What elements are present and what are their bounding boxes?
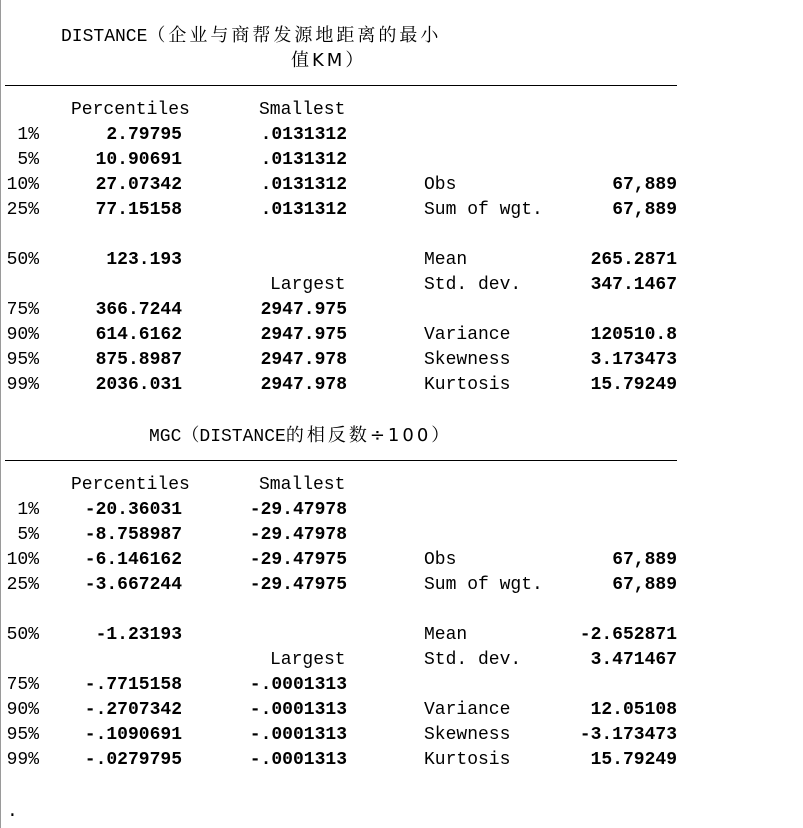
separator-line [5, 460, 677, 461]
pct-label: 50% [6, 625, 39, 645]
pct-label: 95% [6, 725, 39, 745]
stat-value-sum-of-wgt: 67,889 [612, 200, 677, 220]
pct-value: 366.7244 [95, 300, 182, 320]
pct-label: 5% [17, 150, 39, 170]
variable-title [61, 23, 441, 50]
extreme-value: .0131312 [260, 200, 347, 220]
stat-value-kurtosis: 15.79249 [590, 375, 677, 395]
separator-line [5, 85, 677, 86]
extreme-value: .0131312 [260, 175, 347, 195]
pct-value: 2036.031 [95, 375, 182, 395]
pct-value: -6.146162 [84, 550, 182, 570]
extreme-value: -29.47978 [249, 500, 347, 520]
pct-label: 10% [6, 175, 39, 195]
pct-value: -1.23193 [95, 625, 182, 645]
pct-label: 25% [6, 575, 39, 595]
pct-value: 10.90691 [95, 150, 182, 170]
extreme-value: -.0001313 [249, 750, 347, 770]
stat-label-kurtosis: Kurtosis [424, 750, 511, 770]
stat-value-obs: 67,889 [612, 550, 677, 570]
pct-value: -20.36031 [84, 500, 182, 520]
variable-label: 的相反数÷100） [285, 425, 453, 446]
variable-label-continued: 值KM） [291, 50, 367, 71]
pct-value: -.2707342 [84, 700, 182, 720]
extreme-value: -.0001313 [249, 725, 347, 745]
stat-label-std-dev: Std. dev. [424, 650, 522, 670]
extreme-value: .0131312 [260, 125, 347, 145]
stat-label-variance: Variance [424, 700, 511, 720]
extreme-value: 2947.975 [260, 300, 347, 320]
stat-value-mean: 265.2871 [590, 250, 677, 270]
stat-value-std-dev: 347.1467 [590, 275, 677, 295]
pct-label: 95% [6, 350, 39, 370]
variable-name: MGC（DISTANCE [149, 427, 286, 447]
stat-label-kurtosis: Kurtosis [424, 375, 511, 395]
pct-value: 77.15158 [95, 200, 182, 220]
variable-title-continued [291, 48, 366, 75]
command-prompt[interactable]: . [7, 802, 18, 822]
stat-value-std-dev: 3.471467 [590, 650, 677, 670]
stat-label-skewness: Skewness [424, 350, 511, 370]
pct-value: -.1090691 [84, 725, 182, 745]
stat-value-sum-of-wgt: 67,889 [612, 575, 677, 595]
pct-label: 75% [6, 300, 39, 320]
pct-value: -.0279795 [84, 750, 182, 770]
stat-label-mean: Mean [424, 625, 468, 645]
header-smallest: Smallest [259, 475, 346, 495]
stat-label-std-dev: Std. dev. [424, 275, 522, 295]
pct-value: -3.667244 [84, 575, 182, 595]
stat-label-variance: Variance [424, 325, 511, 345]
pct-value: 27.07342 [95, 175, 182, 195]
stat-value-kurtosis: 15.79249 [590, 750, 677, 770]
extreme-value: -.0001313 [249, 700, 347, 720]
stat-value-variance: 120510.8 [590, 325, 677, 345]
stat-label-sum-of-wgt: Sum of wgt. [424, 200, 543, 220]
header-percentiles: Percentiles [71, 100, 190, 120]
stat-value-skewness: -3.173473 [579, 725, 677, 745]
header-percentiles: Percentiles [71, 475, 190, 495]
stat-value-skewness: 3.173473 [590, 350, 677, 370]
variable-name: DISTANCE [61, 27, 148, 47]
stat-label-sum-of-wgt: Sum of wgt. [424, 575, 543, 595]
extreme-value: 2947.978 [260, 350, 347, 370]
stat-label-skewness: Skewness [424, 725, 511, 745]
pct-label: 99% [6, 375, 39, 395]
pct-label: 90% [6, 700, 39, 720]
extreme-value: -29.47975 [249, 575, 347, 595]
pct-label: 1% [17, 500, 39, 520]
pct-value: 614.6162 [95, 325, 182, 345]
extreme-value: 2947.975 [260, 325, 347, 345]
header-largest: Largest [270, 275, 346, 295]
pct-value: 2.79795 [106, 125, 182, 145]
stat-value-obs: 67,889 [612, 175, 677, 195]
stat-label-mean: Mean [424, 250, 468, 270]
pct-value: 875.8987 [95, 350, 182, 370]
pct-value: -8.758987 [84, 525, 182, 545]
pct-label: 50% [6, 250, 39, 270]
extreme-value: -29.47975 [249, 550, 347, 570]
extreme-value: .0131312 [260, 150, 347, 170]
variable-title [149, 423, 452, 450]
pct-label: 1% [17, 125, 39, 145]
stat-value-variance: 12.05108 [590, 700, 677, 720]
stat-label-obs: Obs [424, 175, 457, 195]
pct-label: 75% [6, 675, 39, 695]
header-smallest: Smallest [259, 100, 346, 120]
extreme-value: -.0001313 [249, 675, 347, 695]
pct-label: 25% [6, 200, 39, 220]
stat-label-obs: Obs [424, 550, 457, 570]
pct-label: 90% [6, 325, 39, 345]
extreme-value: 2947.978 [260, 375, 347, 395]
stat-value-mean: -2.652871 [579, 625, 677, 645]
pct-value: 123.193 [106, 250, 182, 270]
variable-label: （企业与商帮发源地距离的最小 [147, 25, 442, 46]
pct-label: 10% [6, 550, 39, 570]
extreme-value: -29.47978 [249, 525, 347, 545]
pct-value: -.7715158 [84, 675, 182, 695]
pct-label: 99% [6, 750, 39, 770]
pct-label: 5% [17, 525, 39, 545]
header-largest: Largest [270, 650, 346, 670]
